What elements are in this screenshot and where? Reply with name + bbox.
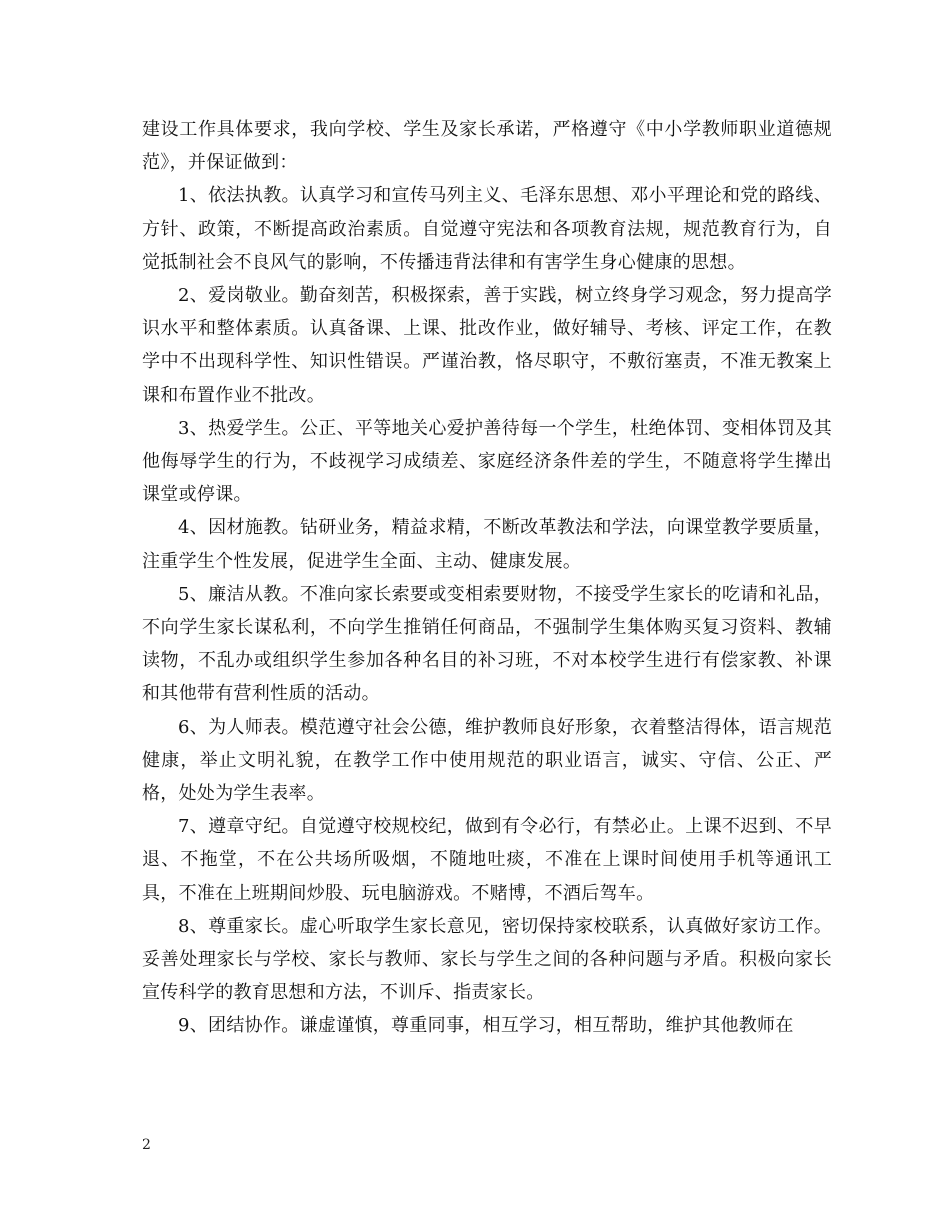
paragraph-item-9: 9、团结协作。谦虚谨慎，尊重同事，相互学习，相互帮助，维护其他教师在 — [178, 1015, 794, 1037]
page-number: 2 — [142, 1137, 151, 1153]
paragraph-item-7: 7、遵章守纪。自觉遵守校规校纪，做到有令必行，有禁必止。上课不迟到、不早退、不拖堂，不在公共场所吸烟，不随地吐痰，不准在上课时间使用手机等通讯工具，不准在上班期间炒股、玩电脑游戏。不赌博，不酒后驾车。 — [142, 816, 832, 904]
paragraph-item-8: 8、尊重家长。虚心听取学生家长意见，密切保持家校联系，认真做好家访工作。妥善处理家长与学校、家长与教师、家长与学生之间的各种问题与矛盾。积极向家长宣传科学的教育思想和方法，不训斥、指责家长。 — [142, 915, 832, 1004]
paragraph-item-1: 1、依法执教。认真学习和宣传马列主义、毛泽东思想、邓小平理论和党的路线、方针、政策，不断提高政治素质。自觉遵守宪法和各项教育法规，规范教育行为，自觉抵制社会不良风气的影响，不传播违背法律和有害学生身心健康的思想。 — [142, 185, 832, 273]
paragraph-item-5: 5、廉洁从教。不准向家长索要或变相索要财物，不接受学生家长的吃请和礼品，不向学生家长谋私利，不向学生推销任何商品，不强制学生集体购买复习资料、教辅读物，不乱办或组织学生参加各种名目的补习班，不对本校学生进行有偿家教、补课和其他带有营利性质的活动。 — [142, 583, 832, 705]
paragraph-item-2: 2、爱岗敬业。勤奋刻苦，积极探索，善于实践，树立终身学习观念，努力提高学识水平和整体素质。认真备课、上课、批改作业，做好辅导、考核、评定工作，在教学中不出现科学性、知识性错误。严谨治教，恪尽职守，不敷衍塞责，不准无教案上课和布置作业不批改。 — [142, 285, 832, 406]
paragraph-continuation: 建设工作具体要求，我向学校、学生及家长承诺，严格遵守《中小学教师职业道德规范》，并保证做到： — [142, 119, 832, 174]
paragraph-item-6: 6、为人师表。模范遵守社会公德，维护教师良好形象，衣着整洁得体，语言规范健康，举止文明礼貌，在教学工作中使用规范的职业语言，诚实、守信、公正、严格，处处为学生表率。 — [142, 716, 832, 805]
paragraph-item-4: 4、因材施教。钻研业务，精益求精，不断改革教法和学法，向课堂教学要质量，注重学生个性发展，促进学生全面、主动、健康发展。 — [142, 517, 832, 572]
paragraph-item-3: 3、热爱学生。公正、平等地关心爱护善待每一个学生，杜绝体罚、变相体罚及其他侮辱学生的行为，不歧视学习成绩差、家庭经济条件差的学生，不随意将学生撵出课堂或停课。 — [142, 417, 832, 506]
document-body — [142, 113, 832, 1043]
